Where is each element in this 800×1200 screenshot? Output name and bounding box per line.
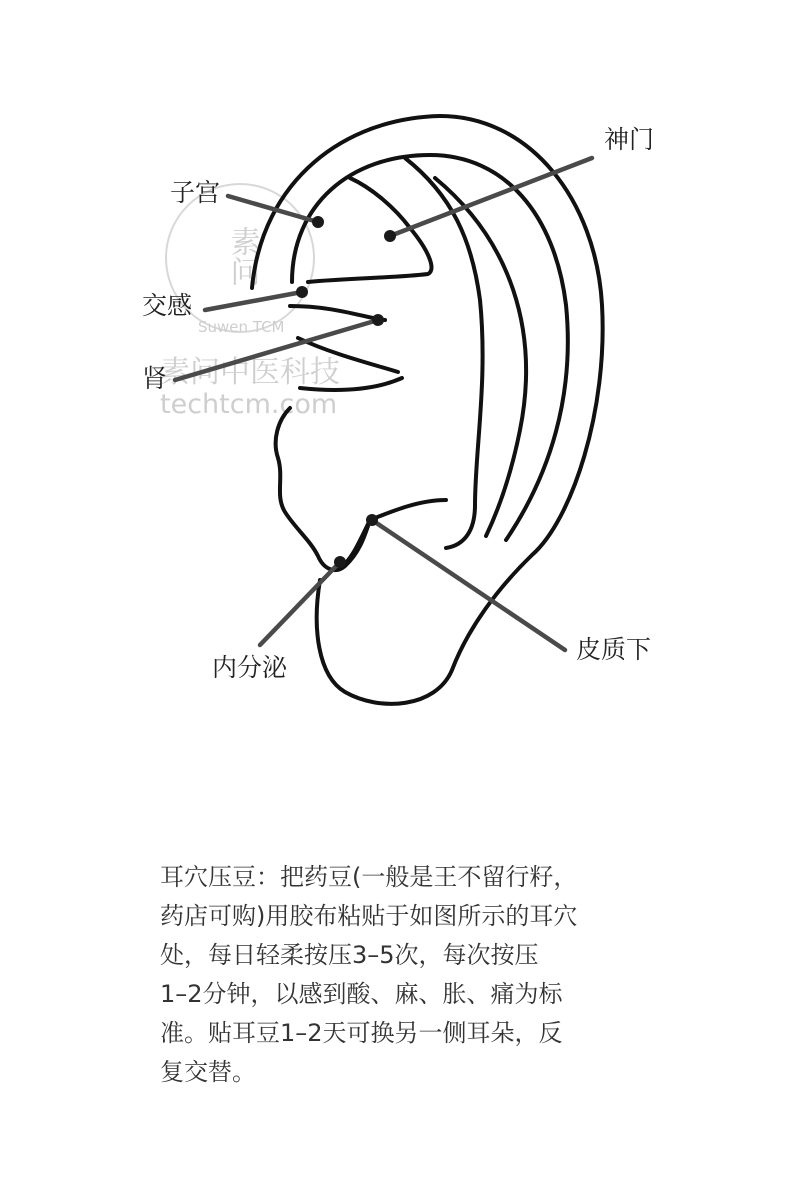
label-pizhixia: 皮质下 [576, 635, 652, 664]
acupoint-zigong [312, 216, 324, 228]
caption-line: 处，每日轻柔按压3–5次，每次按压 [160, 941, 539, 969]
label-jiaogan: 交感 [142, 291, 193, 320]
ear-antihelix-inner [435, 178, 526, 536]
label-neifenmi: 内分泌 [212, 653, 288, 682]
leader-pizhixia [372, 520, 565, 650]
caption-line: 耳穴压豆：把药豆(一般是王不留行籽， [160, 863, 578, 891]
caption-line: 准。贴耳豆1–2天可换另一侧耳朵，反 [160, 1019, 563, 1047]
watermark-latin: Suwen TCM [198, 318, 285, 336]
label-shenmen: 神门 [604, 125, 655, 154]
leader-jiaogan [205, 292, 302, 310]
acupoint-neifenmi [334, 556, 346, 568]
watermark-seal-text: 素问 [224, 226, 260, 286]
label-zigong: 子宫 [170, 178, 221, 207]
ear-tragus [276, 408, 446, 570]
watermark-site: techtcm.com [160, 389, 338, 420]
acupoint-shen [372, 314, 384, 326]
leader-neifenmi [260, 562, 340, 645]
watermark-brand: 素问中医科技 [160, 355, 340, 390]
caption-line: 1–2分钟，以感到酸、麻、胀、痛为标 [160, 980, 563, 1008]
caption-line: 复交替。 [160, 1058, 256, 1086]
label-shen: 肾 [142, 364, 168, 393]
acupoint-jiaogan [296, 286, 308, 298]
acupoint-pizhixia [366, 514, 378, 526]
ear-lower-crus [290, 306, 385, 320]
instructions-caption [160, 858, 650, 1092]
caption-line: 药店可购)用胶布粘贴于如图所示的耳穴 [160, 902, 578, 930]
acupoint-shenmen [384, 230, 396, 242]
